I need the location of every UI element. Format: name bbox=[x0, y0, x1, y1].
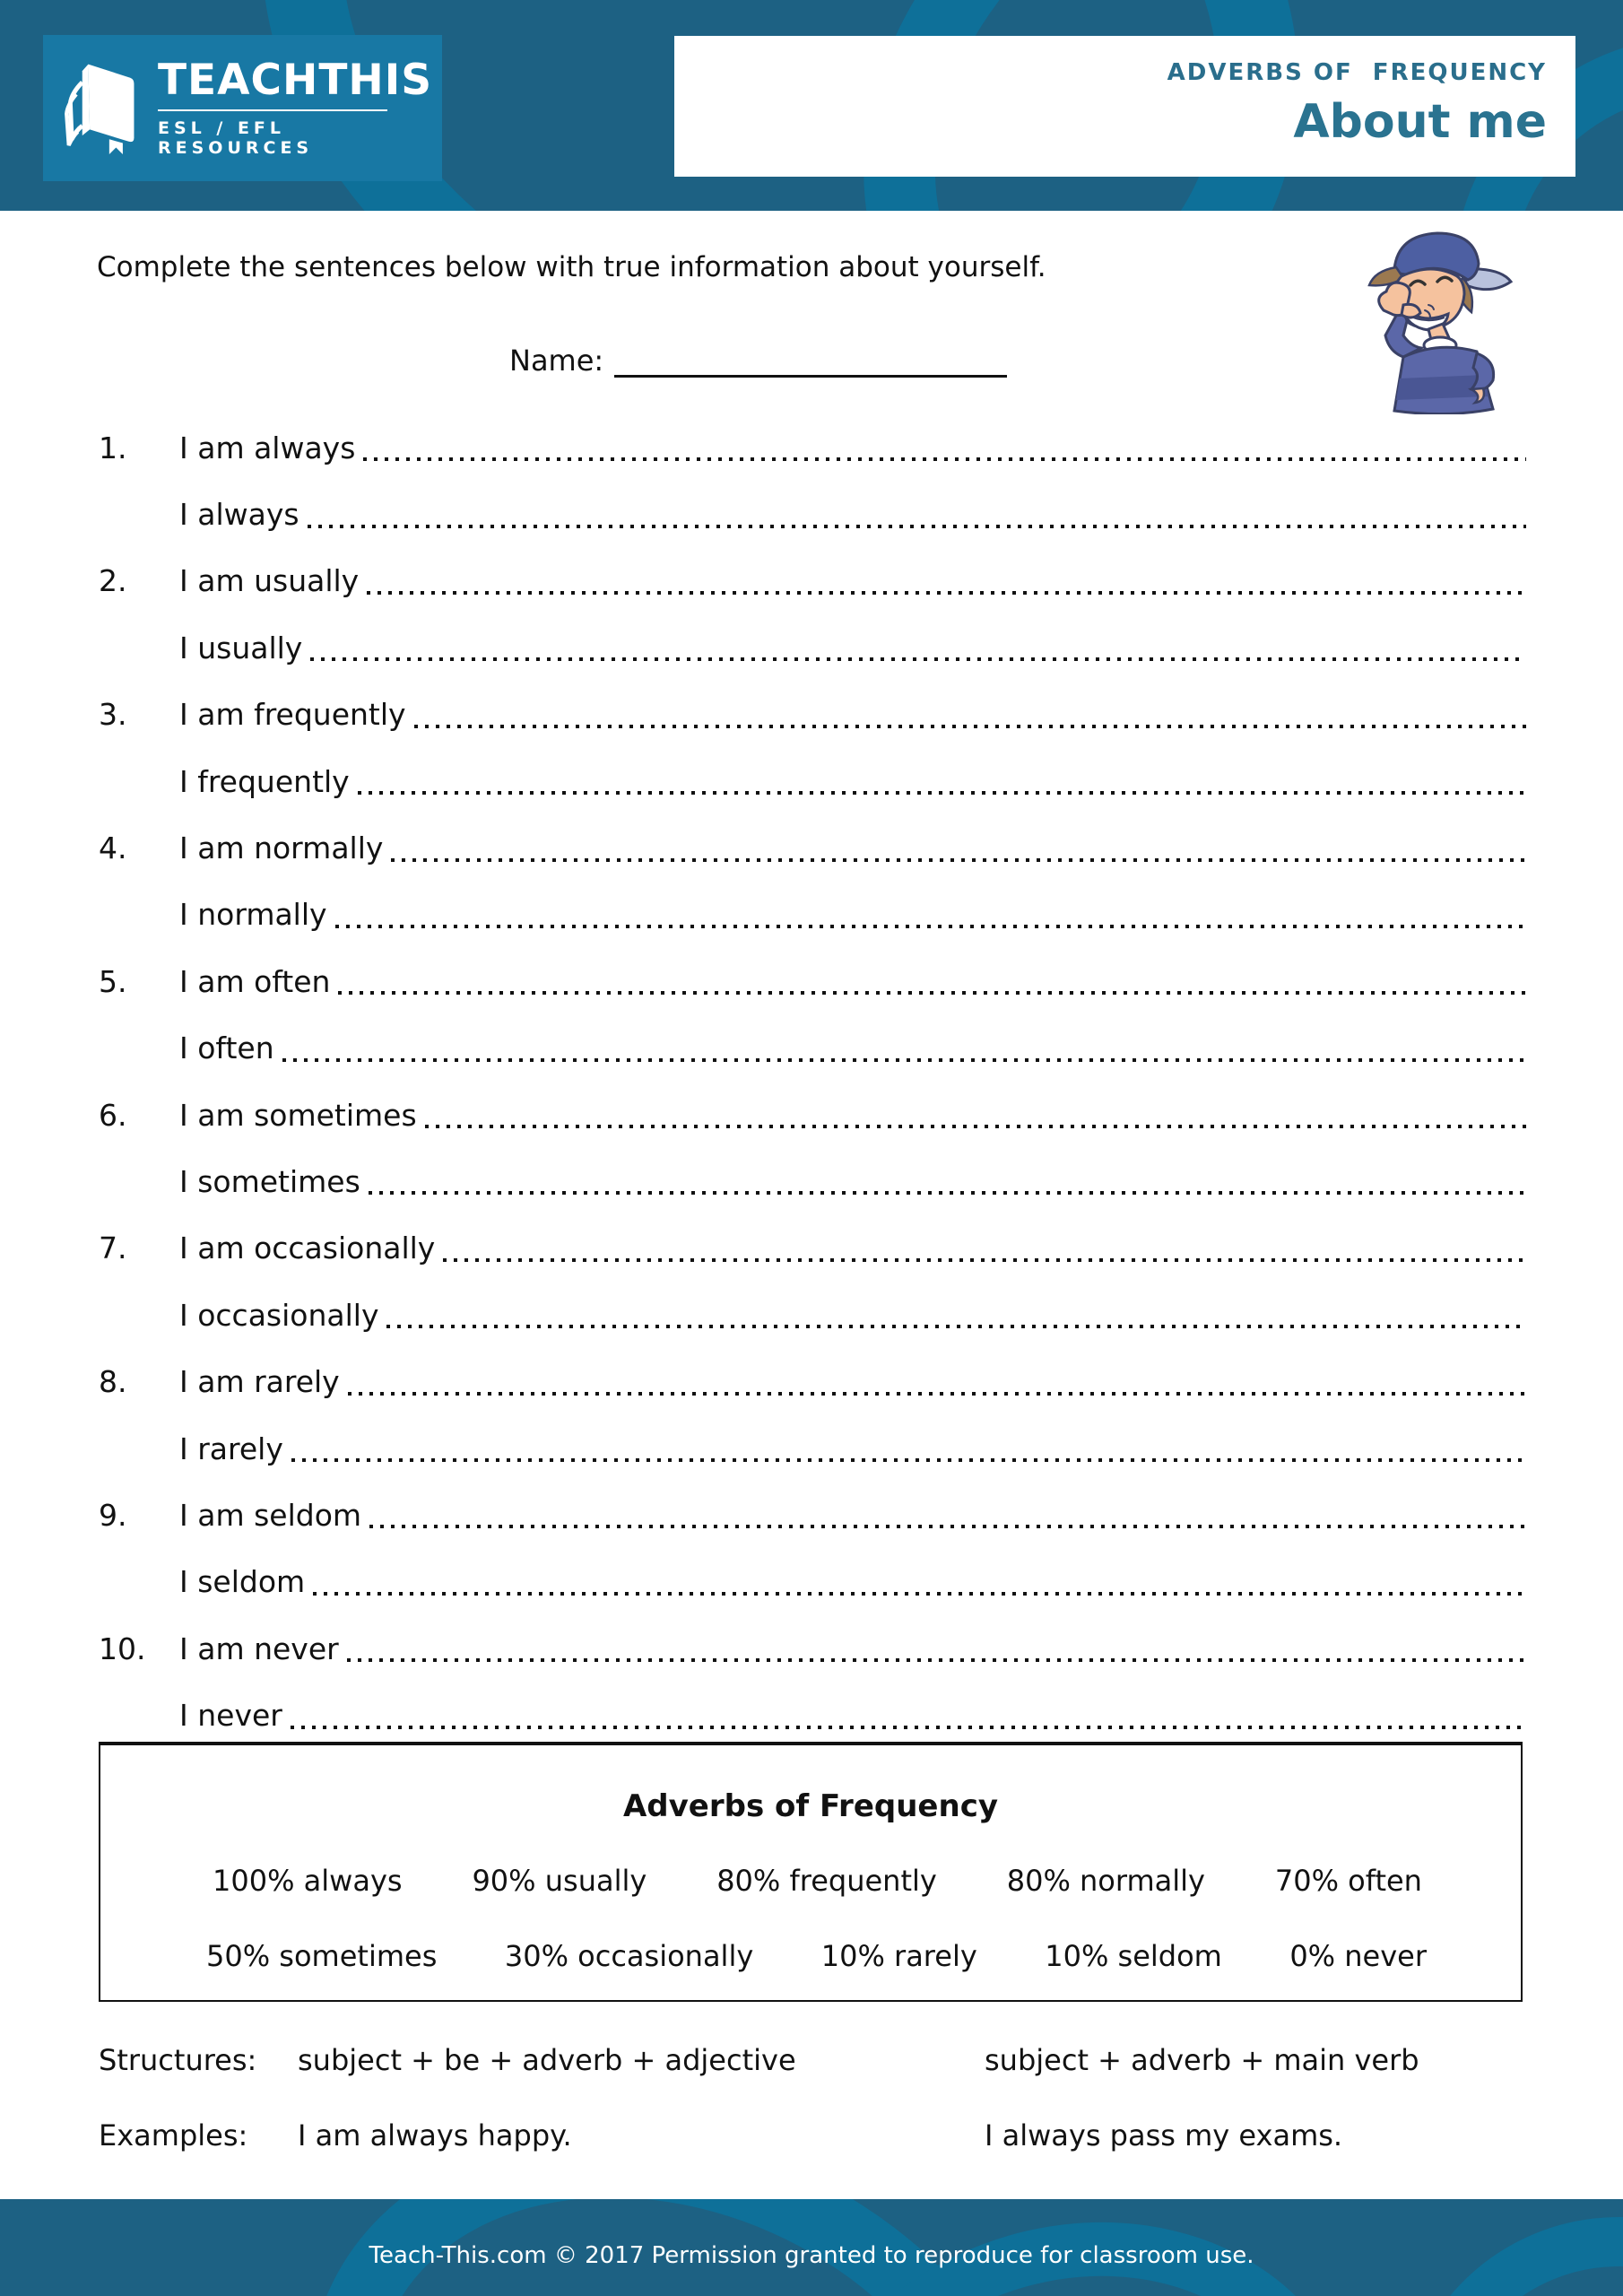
write-in-line bbox=[291, 1458, 1526, 1462]
item-number: 3. bbox=[99, 697, 127, 733]
sentence-stem: I normally bbox=[179, 897, 327, 933]
structures-row bbox=[99, 2043, 1526, 2077]
sentence-stem: I am seldom bbox=[179, 1497, 362, 1533]
item-number: 10. bbox=[99, 1631, 146, 1666]
list-item bbox=[99, 1682, 1526, 1748]
list-item bbox=[99, 1015, 1526, 1082]
item-number: 1. bbox=[99, 430, 127, 465]
list-item bbox=[99, 1215, 1526, 1282]
write-in-line bbox=[335, 925, 1526, 928]
sentence-stem: I occasionally bbox=[179, 1297, 379, 1333]
logo-tagline: ESL / EFL RESOURCES bbox=[158, 117, 314, 158]
book-logo-icon bbox=[63, 54, 145, 163]
item-number: 9. bbox=[99, 1497, 127, 1533]
adverb-row-2 bbox=[206, 1939, 1427, 1973]
write-in-line bbox=[310, 657, 1526, 661]
sentence-stem: I often bbox=[179, 1031, 274, 1066]
adverb-entry: 10% rarely bbox=[820, 1939, 977, 1973]
write-in-line bbox=[347, 1658, 1526, 1662]
write-in-line bbox=[338, 991, 1526, 995]
write-in-line bbox=[367, 591, 1526, 595]
worksheet-category: ADVERBS OF FREQUENCY bbox=[1167, 59, 1547, 86]
list-item bbox=[99, 481, 1526, 547]
adverb-entry: 80% frequently bbox=[716, 1864, 937, 1898]
logo-divider bbox=[158, 109, 387, 111]
list-item bbox=[99, 1615, 1526, 1682]
title-box bbox=[674, 36, 1575, 177]
example-verb-sentence: I always pass my exams. bbox=[985, 2118, 1343, 2152]
box-title: Adverbs of Frequency bbox=[622, 1788, 999, 1824]
structure-verb-pattern: subject + adverb + main verb bbox=[985, 2043, 1419, 2077]
item-number: 4. bbox=[99, 831, 127, 866]
adverb-entry: 90% usually bbox=[472, 1864, 647, 1898]
list-item bbox=[99, 1282, 1526, 1348]
item-number: 7. bbox=[99, 1231, 127, 1266]
write-in-line bbox=[348, 1392, 1526, 1396]
write-in-line bbox=[369, 1191, 1526, 1195]
list-item bbox=[99, 414, 1526, 481]
list-item bbox=[99, 1482, 1526, 1548]
example-be-sentence: I am always happy. bbox=[298, 2118, 572, 2152]
boy-cartoon-illustration bbox=[1350, 224, 1529, 414]
list-item bbox=[99, 1348, 1526, 1414]
sentence-stem: I am normally bbox=[179, 831, 384, 866]
sentence-stem: I rarely bbox=[179, 1431, 283, 1466]
structure-be-pattern: subject + be + adverb + adjective bbox=[298, 2043, 796, 2077]
write-in-line bbox=[308, 525, 1526, 528]
name-field-row bbox=[509, 344, 1007, 378]
sentence-stem: I never bbox=[179, 1698, 282, 1734]
adverb-entry: 100% always bbox=[213, 1864, 403, 1898]
sentence-stem: I am never bbox=[179, 1631, 339, 1666]
worksheet-title: About me bbox=[1293, 95, 1547, 149]
write-in-line bbox=[282, 1058, 1526, 1062]
sentence-stem: I usually bbox=[179, 630, 303, 665]
item-number: 6. bbox=[99, 1097, 127, 1133]
list-item bbox=[99, 614, 1526, 681]
sentence-stem: I am occasionally bbox=[179, 1231, 436, 1266]
write-in-line bbox=[425, 1125, 1526, 1128]
adverb-entry: 70% often bbox=[1274, 1864, 1422, 1898]
list-item bbox=[99, 948, 1526, 1014]
copyright-notice: Teach-This.com © 2017 Permission granted to reproduce for classroom use. bbox=[369, 2242, 1254, 2269]
sentence-stem: I am rarely bbox=[179, 1364, 340, 1400]
adverb-row-1 bbox=[213, 1864, 1422, 1898]
examples-label: Examples: bbox=[99, 2118, 248, 2152]
sentence-stem: I frequently bbox=[179, 763, 350, 799]
write-in-line bbox=[358, 791, 1526, 795]
write-in-line bbox=[414, 725, 1526, 728]
adverb-entry: 10% seldom bbox=[1045, 1939, 1222, 1973]
sentence-stem: I always bbox=[179, 497, 299, 533]
sentence-stem: I am sometimes bbox=[179, 1097, 417, 1133]
sentence-stem: I am usually bbox=[179, 563, 360, 599]
sentence-stem: I am frequently bbox=[179, 697, 406, 733]
sentence-stem: I sometimes bbox=[179, 1163, 360, 1199]
adverb-entry: 80% normally bbox=[1006, 1864, 1205, 1898]
write-in-line bbox=[313, 1592, 1526, 1596]
sentence-stem: I am always bbox=[179, 430, 356, 465]
list-item bbox=[99, 548, 1526, 614]
list-item bbox=[99, 814, 1526, 881]
write-in-line bbox=[291, 1726, 1526, 1729]
adverbs-reference-box bbox=[99, 1742, 1523, 2002]
adverb-entry: 30% occasionally bbox=[504, 1939, 754, 1973]
sentence-stem: I seldom bbox=[179, 1564, 306, 1600]
structures-label: Structures: bbox=[99, 2043, 257, 2077]
sentence-list bbox=[99, 414, 1526, 1749]
adverb-entry: 50% sometimes bbox=[206, 1939, 438, 1973]
logo-name: TEACHTHIS bbox=[158, 55, 433, 105]
item-number: 8. bbox=[99, 1364, 127, 1400]
list-item bbox=[99, 1082, 1526, 1148]
instruction-text: Complete the sentences below with true information about yourself. bbox=[97, 251, 1046, 283]
write-in-line bbox=[386, 1325, 1526, 1328]
teachthis-logo bbox=[43, 35, 442, 181]
write-in-line bbox=[391, 858, 1526, 862]
list-item bbox=[99, 682, 1526, 748]
write-in-line bbox=[363, 457, 1526, 461]
sentence-stem: I am often bbox=[179, 963, 331, 999]
list-item bbox=[99, 1549, 1526, 1615]
name-write-line bbox=[614, 344, 1007, 378]
list-item bbox=[99, 748, 1526, 814]
write-in-line bbox=[443, 1258, 1526, 1262]
write-in-line bbox=[369, 1525, 1526, 1528]
footer-band bbox=[0, 2199, 1623, 2296]
list-item bbox=[99, 882, 1526, 948]
adverb-entry: 0% never bbox=[1289, 1939, 1427, 1973]
logo-text bbox=[158, 55, 442, 158]
item-number: 2. bbox=[99, 563, 127, 599]
name-label: Name: bbox=[509, 344, 604, 378]
examples-row bbox=[99, 2118, 1526, 2152]
list-item bbox=[99, 1415, 1526, 1482]
item-number: 5. bbox=[99, 963, 127, 999]
list-item bbox=[99, 1148, 1526, 1214]
